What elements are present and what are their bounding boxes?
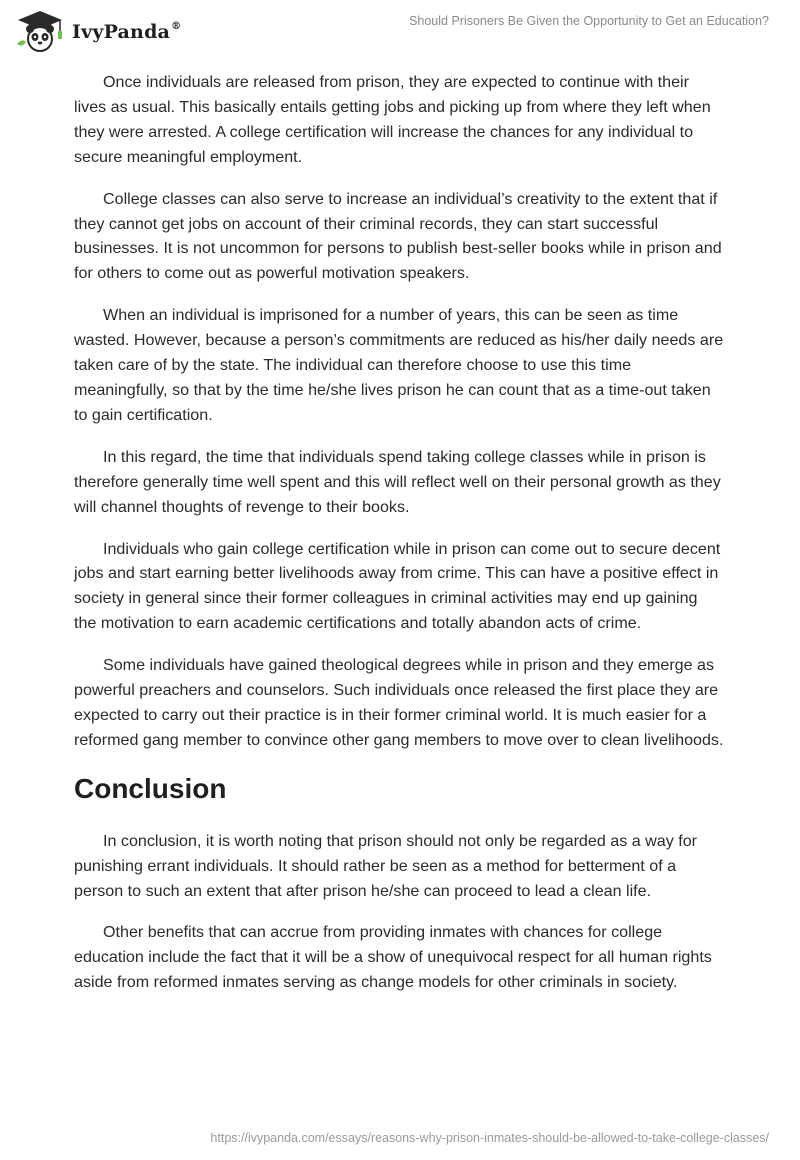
conclusion-heading: Conclusion xyxy=(74,772,227,804)
paragraph: Other benefits that can accrue from providing inmates with chances for college education include the fact that it will be a show of unequivocal respect for all human rights aside from reformed inmates serving as change models for other criminals in society. xyxy=(74,923,712,992)
paragraph: Once individuals are released from prison, they are expected to continue with their lives as usual. This basically entails getting jobs and picking up from where they left when they were arrested. A college certification will increase the chances for any individual to secure meaningful employment. xyxy=(74,73,711,166)
paragraph: When an individual is imprisoned for a number of years, this can be seen as time wasted. However, because a person’s commitments are reduced as his/her daily needs are taken care of by the state. The individual can therefore choose to use this time meaningfully, so that by the time he/she lives prison he can count that as a time-out taken to gain certification. xyxy=(74,306,724,424)
paragraph: Some individuals have gained theological degrees while in prison and they emerge as powerful preachers and counselors. Such individuals once released the first place they are expected to carry out their practice is in their former criminal world. It is much easier for a reformed gang member to convince other gang members to move over to clean livelihoods. xyxy=(74,656,724,749)
panda-graduate-icon xyxy=(14,8,66,52)
paragraph: Individuals who gain college certification while in prison can come out to secure decent jobs and start earning better livelihoods away from crime. This can have a positive effect in society in general since their former colleagues in criminal activities may end up gaining the motivation to earn academic certifications and totally abandon acts of crime. xyxy=(74,539,721,633)
document-title: Should Prisoners Be Given the Opportunity to Get an Education? xyxy=(409,14,769,28)
registered-mark: ® xyxy=(171,20,182,32)
source-url[interactable]: https://ivypanda.com/essays/reasons-why-prison-inmates-should-be-allowed-to-take-college-classes/ xyxy=(210,1131,769,1145)
paragraph: College classes can also serve to increase an individual’s creativity to the extent that if they cannot get jobs on account of their criminal records, they can start successful businesses. It is not uncommon for persons to publish best-seller books while in prison and for others to come out as powerful motivation speakers. xyxy=(74,189,722,283)
paragraph: In this regard, the time that individuals spend taking college classes while in prison is therefore generally time well spent and this will reflect well on their personal growth as they will channel thoughts of revenge to their books. xyxy=(74,447,721,516)
paragraph: In conclusion, it is worth noting that prison should not only be regarded as a way for punishing errant individuals. It should rather be seen as a method for betterment of a person to such an extent that after prison he/she can proceed to lead a clean life. xyxy=(74,831,698,900)
brand-name: IvyPanda® xyxy=(72,20,182,43)
page-header xyxy=(0,0,800,60)
brand-logo[interactable] xyxy=(14,8,181,52)
essay-body xyxy=(74,70,724,1012)
